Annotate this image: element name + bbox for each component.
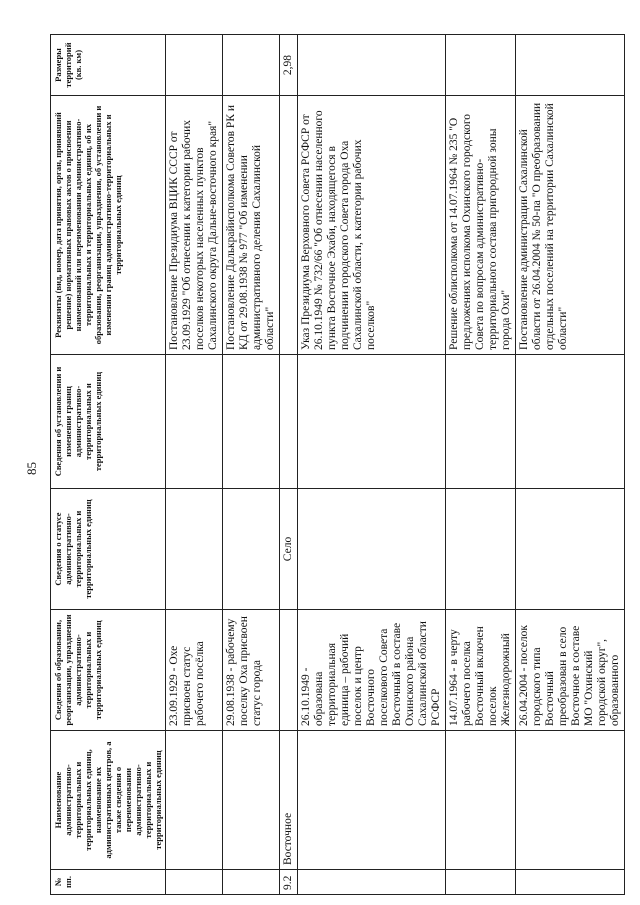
header-formation: Сведения об образовании, реорганизации, упразднении административно-территориальных и территориальных единиц: [51, 610, 166, 731]
cell-requisites: Решение облисполкома от 14.07.1964 № 235 "О предложениях исполкома Охинского городского Совета по вопросам административно-территориального состава пригородной зоны города Охи": [446, 96, 516, 355]
cell-requisites: Постановление Далькрайисполкома Советов РК и КД от 29.08.1938 № 977 "Об изменении административного деления Сахалинской области": [223, 96, 280, 355]
cell-no: 9.2: [280, 870, 298, 895]
cell-formation: [280, 610, 298, 731]
cell-status: [223, 489, 280, 610]
cell-formation: 14.07.1964 - в черту рабочего поселка Восточный включен поселок Железнодорожный: [446, 610, 516, 731]
cell-no: [166, 870, 223, 895]
table-row: [223, 35, 280, 895]
cell-size: [516, 35, 625, 96]
table-row: [166, 35, 223, 895]
table-header-row: [51, 35, 166, 895]
cell-no: [446, 870, 516, 895]
cell-size: 2,98: [280, 35, 298, 96]
cell-no: [516, 870, 625, 895]
page-number: 85: [24, 462, 39, 475]
cell-name: [516, 731, 625, 870]
cell-requisites: Указ Президиума Верховного Совета РСФСР от 26.10.1949 № 732/66 "Об отнесении населенного пункта Восточное Эхаби, находящегося в подчинении городского Совета города Оха Сахалинской области, к категории рабочих поселков": [298, 96, 446, 355]
cell-name: [446, 731, 516, 870]
header-borders: Сведения об установлении и изменении границ административно-территориальных и территориальных единиц: [51, 355, 166, 489]
cell-status: Село: [280, 489, 298, 610]
cell-borders: [516, 355, 625, 489]
cell-status: [298, 489, 446, 610]
cell-no: [298, 870, 446, 895]
table-row: [298, 35, 446, 895]
header-requisites: Реквизиты (вид, номер, дата принятия, орган, принявший решение) нормативных правовых актов о присвоении наименований или переименовании административно-территориальных и территориальных единиц, об их образовании, реорганизации, упразднении, об установлении и изменении границ административно-территориальных и территориальных единиц: [51, 96, 166, 355]
cell-borders: [280, 355, 298, 489]
cell-status: [446, 489, 516, 610]
cell-borders: [166, 355, 223, 489]
cell-status: [166, 489, 223, 610]
cell-status: [516, 489, 625, 610]
header-status: Сведения о статусе административно-территориальных и территориальных единиц: [51, 489, 166, 610]
cell-requisites: Постановление администрации Сахалинской области от 26.04.2004 № 50-па "О преобразовании отдельных поселений на территории Сахалинской области": [516, 96, 625, 355]
table-row: [446, 35, 516, 895]
cell-requisites: [280, 96, 298, 355]
cell-borders: [223, 355, 280, 489]
header-no: № пп.: [51, 870, 166, 895]
cell-formation: 26.04.2004 - поселок городского типа Восточный преобразован в село Восточное в составе МО "Охинский городской округ", образованного: [516, 610, 625, 731]
cell-size: [166, 35, 223, 96]
cell-formation: 29.08.1938 - рабочему поселку Оха присвоен статус города: [223, 610, 280, 731]
cell-formation: 26.10.1949 - образована территориальная единица – рабочий поселок и центр Восточного поселкового Совета Восточный в составе Охинского района Сахалинской области РСФСР: [298, 610, 446, 731]
table-row: [516, 35, 625, 895]
table-row: [280, 35, 298, 895]
header-name: Наименование административно-территориальных и территориальных единиц, наименование их административных центров, а также сведения о переименовании административно-территориальных и территориальных единиц: [51, 731, 166, 870]
cell-size: [446, 35, 516, 96]
cell-name: [223, 731, 280, 870]
cell-name: [166, 731, 223, 870]
cell-name: [298, 731, 446, 870]
cell-borders: [446, 355, 516, 489]
cell-borders: [298, 355, 446, 489]
cell-formation: 23.09.1929 - Охе присвоен статус рабочего посёлка: [166, 610, 223, 731]
cell-size: [223, 35, 280, 96]
cell-size: [298, 35, 446, 96]
cell-name: Восточное: [280, 731, 298, 870]
header-size: Размеры территорий (кв. км): [51, 35, 166, 96]
cell-requisites: Постановление Президиума ВЦИК СССР от 23.09.1929 "Об отнесении к категории рабочих поселков некоторых населенных пунктов Сахалинского округа Дальне-восточного края": [166, 96, 223, 355]
territory-table: [50, 34, 625, 895]
cell-no: [223, 870, 280, 895]
rotated-table-area: [24, 35, 621, 895]
